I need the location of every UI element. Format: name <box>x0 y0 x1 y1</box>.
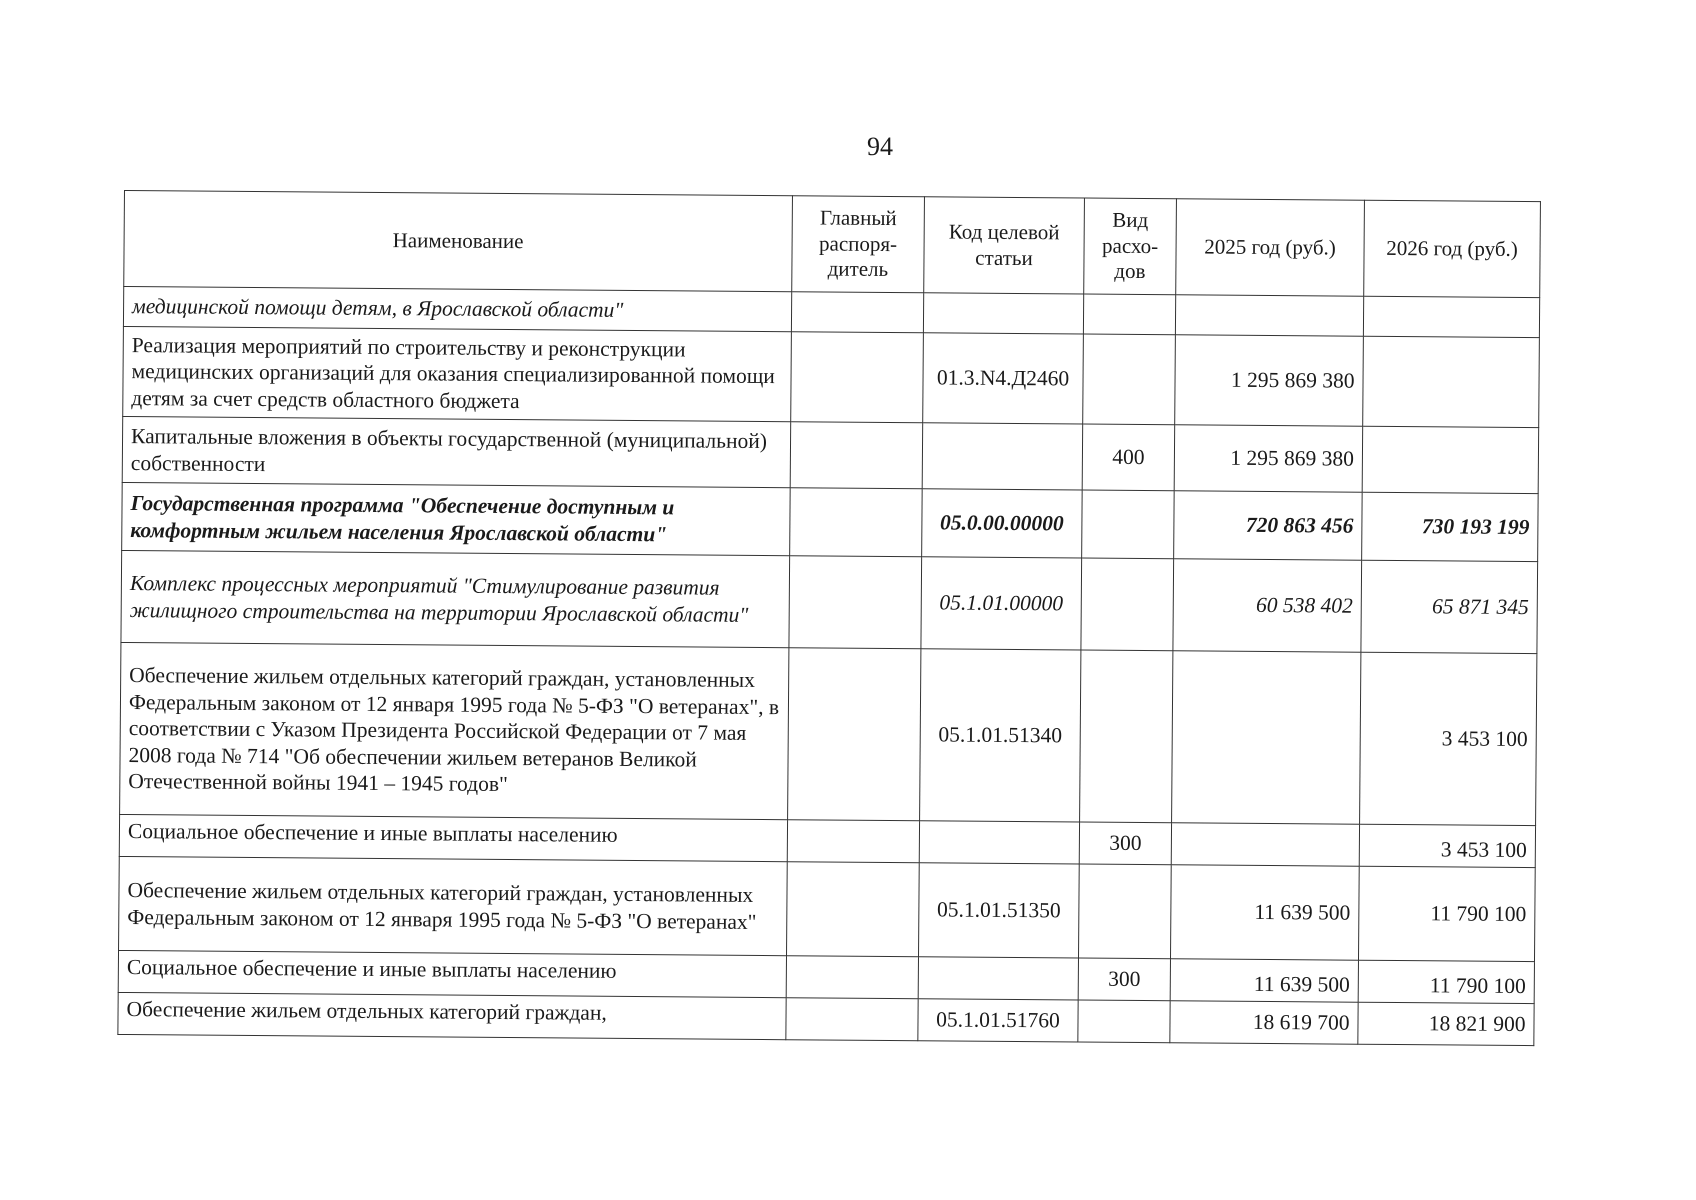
row-code: 05.1.01.00000 <box>921 557 1082 650</box>
row-code: 05.0.00.00000 <box>922 489 1083 558</box>
row-2025: 720 863 456 <box>1174 491 1363 560</box>
table-row-subprogram <box>121 550 1538 653</box>
header-name: Наименование <box>124 191 793 292</box>
row-type: 400 <box>1082 424 1175 491</box>
row-manager <box>789 556 922 649</box>
header-type: Вид расхо-дов <box>1084 198 1177 295</box>
row-2025 <box>1171 823 1359 866</box>
row-2025: 11 639 500 <box>1170 865 1359 960</box>
table-row-program <box>122 482 1538 561</box>
row-manager <box>791 292 923 333</box>
row-type <box>1083 334 1176 425</box>
row-2025: 1 295 869 380 <box>1175 335 1364 426</box>
row-manager <box>791 332 924 423</box>
row-manager <box>787 820 919 863</box>
table-row <box>123 326 1540 427</box>
row-type <box>1081 558 1174 651</box>
row-2026 <box>1362 426 1539 493</box>
row-2025 <box>1175 295 1363 336</box>
row-2026: 11 790 100 <box>1358 866 1535 961</box>
row-2025: 1 295 869 380 <box>1174 425 1363 492</box>
header-code: Код целевой статьи <box>924 197 1085 294</box>
row-2026: 65 871 345 <box>1361 560 1538 653</box>
row-type <box>1082 490 1175 559</box>
row-code <box>918 957 1078 1000</box>
row-2026: 3 453 100 <box>1360 652 1537 825</box>
row-manager <box>788 648 921 821</box>
row-name: Обеспечение жильем отдельных категорий граждан, <box>118 992 786 1039</box>
row-name: Обеспечение жильем отдельных категорий граждан, установленных Федеральным законом от 12 января 1995 года № 5-ФЗ "О ветеранах" <box>119 856 788 955</box>
row-2026: 11 790 100 <box>1358 960 1534 1003</box>
row-name: Капитальные вложения в объекты государственной (муниципальной) собственности <box>122 416 790 487</box>
row-code <box>922 423 1083 490</box>
row-name: Комплекс процессных мероприятий "Стимулирование развития жилищного строительства на территории Ярославской области" <box>121 550 790 647</box>
row-2026 <box>1363 336 1540 427</box>
row-2026: 18 821 900 <box>1358 1002 1534 1045</box>
row-2025: 11 639 500 <box>1170 959 1358 1002</box>
table-header-row <box>124 191 1541 298</box>
row-type <box>1078 1000 1170 1043</box>
row-2025: 18 619 700 <box>1170 1001 1358 1044</box>
page-number: 94 <box>867 132 893 161</box>
row-type <box>1083 294 1175 335</box>
row-code <box>923 293 1083 334</box>
row-type: 300 <box>1078 958 1170 1001</box>
budget-table <box>117 190 1541 1046</box>
table-row <box>119 856 1536 961</box>
row-code: 01.3.N4.Д2460 <box>923 333 1084 424</box>
row-name: Социальное обеспечение и иные выплаты населению <box>118 950 786 997</box>
row-manager <box>790 488 923 557</box>
row-type <box>1078 864 1171 959</box>
row-code: 05.1.01.51350 <box>919 863 1080 958</box>
table-row <box>120 642 1537 825</box>
row-2026 <box>1363 296 1539 337</box>
row-2025: 60 538 402 <box>1173 559 1362 652</box>
row-code <box>919 821 1079 864</box>
row-code: 05.1.01.51760 <box>918 999 1078 1042</box>
row-name: Обеспечение жильем отдельных категорий граждан, установленных Федеральным законом от 12 января 1995 года № 5-ФЗ "О ветеранах", в соответствии с Указом Президента Российской Федерации от 7 мая 2008 года № 714 "Об обеспечении жильем ветеранов Великой Отечественной войны 1941 – 1945 годов" <box>120 642 789 819</box>
row-2025 <box>1172 651 1361 824</box>
row-type <box>1080 650 1173 823</box>
row-name: медицинской помощи детям, в Ярославской области" <box>123 287 791 332</box>
header-manager: Главный распоря-дитель <box>792 196 925 293</box>
table-row <box>122 416 1538 493</box>
row-2026: 3 453 100 <box>1359 824 1535 867</box>
row-manager <box>786 998 918 1041</box>
row-code: 05.1.01.51340 <box>920 649 1081 822</box>
row-name: Социальное обеспечение и иные выплаты населению <box>119 814 787 861</box>
row-manager <box>790 422 923 489</box>
header-2025: 2025 год (руб.) <box>1176 199 1365 296</box>
header-2026: 2026 год (руб.) <box>1364 200 1541 297</box>
row-2026: 730 193 199 <box>1362 492 1539 561</box>
row-type: 300 <box>1079 822 1171 865</box>
row-name: Реализация мероприятий по строительству и реконструкции медицинских организаций для оказания специализированной помощи детям за счет средств областного бюджета <box>123 326 792 421</box>
row-manager <box>786 956 918 999</box>
row-name: Государственная программа "Обеспечение доступным и комфортным жильем населения Ярославской области" <box>122 482 791 555</box>
row-manager <box>787 862 920 957</box>
